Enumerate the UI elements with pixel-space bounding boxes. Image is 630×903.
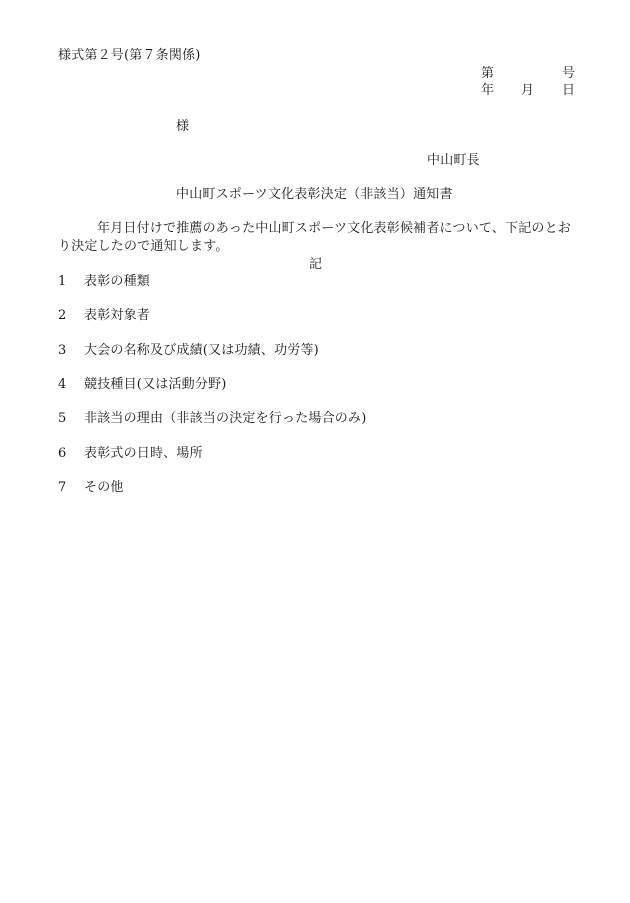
item-label: 表彰対象者 [84, 308, 151, 323]
list-item [58, 377, 227, 393]
list-item [58, 274, 150, 290]
item-label: その他 [84, 480, 124, 495]
ki-heading: 記 [309, 257, 323, 272]
item-number: 2 [58, 308, 67, 323]
item-number: 7 [58, 480, 67, 495]
item-label: 表彰の種類 [84, 274, 151, 289]
body-text-line2: り決定したので通知します。 [58, 239, 229, 254]
list-item [58, 308, 150, 324]
item-label: 非該当の理由（非該当の決定を行った場合のみ) [84, 411, 367, 426]
date-month: 月 [521, 83, 535, 98]
item-number: 5 [58, 411, 67, 426]
item-label: 表彰式の日時、場所 [84, 446, 203, 461]
body-text-line1: 年月日付けで推薦のあった中山町スポーツ文化表彰候補者について、下記のとお [97, 221, 572, 236]
number-go: 号 [562, 66, 576, 81]
date-day: 日 [562, 83, 576, 98]
number-dai: 第 [481, 66, 495, 81]
list-item [58, 411, 366, 427]
item-label: 競技種目(又は活動分野) [84, 377, 227, 392]
item-number: 6 [58, 446, 67, 461]
item-number: 4 [58, 377, 67, 392]
item-label: 大会の名称及び成績(又は功績、功労等) [84, 343, 319, 358]
list-item [58, 343, 319, 359]
item-number: 1 [58, 274, 67, 289]
list-item [58, 446, 203, 462]
addressee: 様 [176, 119, 190, 134]
list-item [58, 480, 124, 496]
sender: 中山町長 [427, 153, 480, 168]
form-label: 様式第２号(第７条関係) [58, 48, 201, 63]
date-year: 年 [481, 83, 495, 98]
item-number: 3 [58, 343, 67, 358]
document-title: 中山町スポーツ文化表彰決定（非該当）通知書 [176, 187, 453, 202]
